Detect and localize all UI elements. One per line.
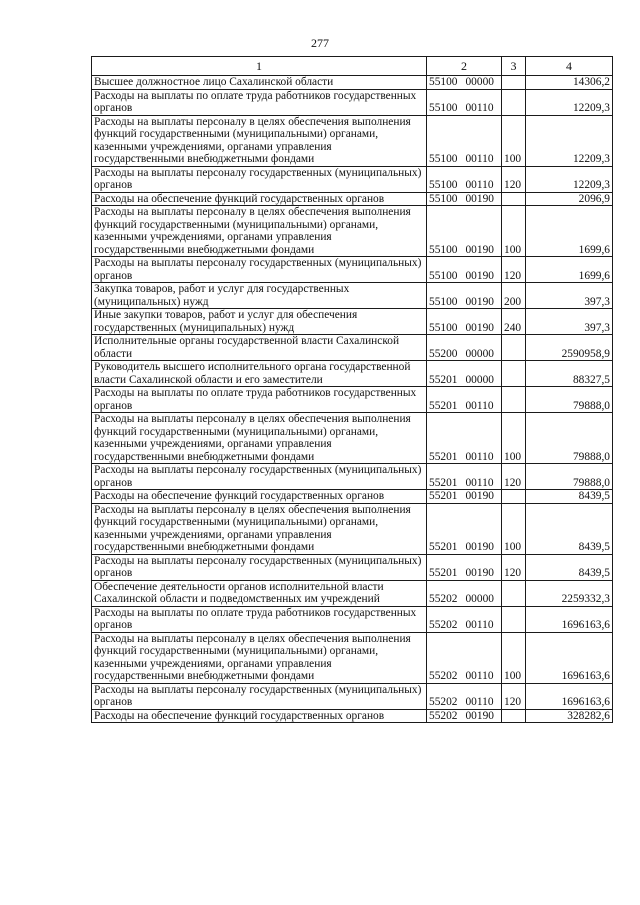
- row-code-direction: 00190: [465, 490, 494, 502]
- row-amount: 397,3: [526, 283, 613, 309]
- row-expense-type: 120: [502, 554, 526, 580]
- row-name: Расходы на выплаты персоналу в целях обеспечения выполнения функций государственными (муниципальными) органами, казенными учреждениями, органами управления государственными внебюджетными фондами: [92, 632, 427, 683]
- row-code-direction: 00000: [465, 593, 494, 605]
- row-code: [427, 464, 502, 490]
- row-amount: 2096,9: [526, 192, 613, 206]
- row-code-program: 55100: [429, 321, 458, 334]
- row-code: [427, 76, 502, 90]
- row-name: Расходы на выплаты персоналу государственных (муниципальных) органов: [92, 257, 427, 283]
- row-name: Расходы на выплаты персоналу государственных (муниципальных) органов: [92, 166, 427, 192]
- row-code-program: 55201: [429, 490, 458, 502]
- row-name: Руководитель высшего исполнительного органа государственной власти Сахалинской области и его заместители: [92, 361, 427, 387]
- row-amount: 88327,5: [526, 361, 613, 387]
- row-code-direction: 00190: [465, 243, 494, 256]
- row-code-program: 55201: [429, 373, 458, 386]
- row-name: Обеспечение деятельности органов исполнительной власти Сахалинской области и подведомственных им учреждений: [92, 580, 427, 606]
- row-code-program: 55202: [429, 696, 458, 708]
- row-code: [427, 115, 502, 166]
- row-code-program: 55100: [429, 179, 458, 191]
- row-code: [427, 490, 502, 504]
- row-name: Расходы на выплаты по оплате труда работников государственных органов: [92, 89, 427, 115]
- row-code-direction: 00110: [465, 476, 494, 489]
- row-code-direction: 00190: [465, 321, 494, 334]
- row-expense-type: 100: [502, 413, 526, 464]
- row-amount: 1696163,6: [526, 683, 613, 709]
- row-code-direction: 00190: [465, 295, 494, 308]
- row-code-direction: 00110: [465, 179, 494, 191]
- row-code: [427, 580, 502, 606]
- table-row: [92, 309, 613, 335]
- row-code-direction: 00190: [465, 709, 494, 722]
- row-name: Расходы на обеспечение функций государственных органов: [92, 490, 427, 504]
- row-expense-type: [502, 580, 526, 606]
- row-name: Расходы на выплаты персоналу в целях обеспечения выполнения функций государственными (муниципальными) органами, казенными учреждениями, органами управления государственными внебюджетными фондами: [92, 206, 427, 257]
- row-amount: 12209,3: [526, 89, 613, 115]
- row-name: Расходы на выплаты персоналу государственных (муниципальных) органов: [92, 554, 427, 580]
- table-row: [92, 464, 613, 490]
- row-code-direction: 00110: [465, 450, 494, 463]
- table-row: [92, 115, 613, 166]
- row-expense-type: 100: [502, 503, 526, 554]
- row-expense-type: 240: [502, 309, 526, 335]
- row-expense-type: [502, 361, 526, 387]
- table-row: [92, 606, 613, 632]
- row-code-program: 55202: [429, 593, 458, 605]
- row-code-program: 55100: [429, 269, 458, 282]
- row-code: [427, 632, 502, 683]
- table-row: [92, 387, 613, 413]
- row-code-direction: 00110: [465, 102, 494, 114]
- row-amount: 12209,3: [526, 166, 613, 192]
- column-header-amount: 4: [526, 57, 613, 76]
- row-code: [427, 309, 502, 335]
- row-code-program: 55201: [429, 567, 458, 579]
- column-header-code: 2: [427, 57, 502, 76]
- row-amount: 397,3: [526, 309, 613, 335]
- row-code: [427, 206, 502, 257]
- row-code: [427, 683, 502, 709]
- row-expense-type: [502, 89, 526, 115]
- row-code-direction: 00110: [465, 619, 494, 631]
- table-row: [92, 361, 613, 387]
- row-name: Высшее должностное лицо Сахалинской области: [92, 76, 427, 90]
- column-header-name: 1: [92, 57, 427, 76]
- row-amount: 1699,6: [526, 257, 613, 283]
- row-amount: 8439,5: [526, 503, 613, 554]
- row-code: [427, 503, 502, 554]
- row-code-program: 55100: [429, 243, 458, 256]
- row-code: [427, 606, 502, 632]
- row-code: [427, 89, 502, 115]
- row-code-direction: 00110: [465, 670, 494, 682]
- row-expense-type: 100: [502, 206, 526, 257]
- row-amount: 79888,0: [526, 387, 613, 413]
- row-amount: 79888,0: [526, 464, 613, 490]
- row-code-direction: 00110: [465, 153, 494, 165]
- row-code-program: 55202: [429, 709, 458, 722]
- row-expense-type: [502, 490, 526, 504]
- row-amount: 12209,3: [526, 115, 613, 166]
- row-amount: 1699,6: [526, 206, 613, 257]
- row-expense-type: 120: [502, 166, 526, 192]
- row-name: Расходы на выплаты персоналу государственных (муниципальных) органов: [92, 464, 427, 490]
- row-amount: 79888,0: [526, 413, 613, 464]
- table-row: [92, 192, 613, 206]
- table-row: [92, 257, 613, 283]
- row-code-program: 55100: [429, 102, 458, 114]
- table-row: [92, 76, 613, 90]
- table-row: [92, 206, 613, 257]
- row-code-direction: 00000: [465, 373, 494, 386]
- row-name: Расходы на выплаты персоналу в целях обеспечения выполнения функций государственными (муниципальными) органами, казенными учреждениями, органами управления государственными внебюджетными фондами: [92, 503, 427, 554]
- table-row: [92, 632, 613, 683]
- row-code-direction: 00190: [465, 192, 494, 205]
- row-amount: 2590958,9: [526, 335, 613, 361]
- row-name: Закупка товаров, работ и услуг для государственных (муниципальных) нужд: [92, 283, 427, 309]
- row-amount: 1696163,6: [526, 606, 613, 632]
- row-code-program: 55100: [429, 76, 458, 88]
- row-name: Расходы на выплаты по оплате труда работников государственных органов: [92, 606, 427, 632]
- table-header-row: [92, 57, 613, 76]
- row-code-program: 55201: [429, 399, 458, 412]
- page-number: 277: [311, 36, 329, 50]
- row-amount: 2259332,3: [526, 580, 613, 606]
- row-code: [427, 192, 502, 206]
- row-code-program: 55201: [429, 476, 458, 489]
- row-code: [427, 257, 502, 283]
- table-row: [92, 89, 613, 115]
- table-row: [92, 554, 613, 580]
- table-row: [92, 683, 613, 709]
- budget-table: [91, 56, 613, 723]
- row-code-direction: 00190: [465, 269, 494, 282]
- row-amount: 1696163,6: [526, 632, 613, 683]
- row-code-direction: 00190: [465, 567, 494, 579]
- row-expense-type: [502, 335, 526, 361]
- row-name: Расходы на обеспечение функций государственных органов: [92, 192, 427, 206]
- row-amount: 8439,5: [526, 554, 613, 580]
- table-row: [92, 580, 613, 606]
- row-code-program: 55202: [429, 619, 458, 631]
- row-code-program: 55100: [429, 153, 458, 165]
- row-code-direction: 00110: [465, 696, 494, 708]
- table-row: [92, 413, 613, 464]
- row-expense-type: 120: [502, 257, 526, 283]
- row-name: Расходы на обеспечение функций государственных органов: [92, 709, 427, 723]
- row-code: [427, 709, 502, 723]
- row-expense-type: [502, 76, 526, 90]
- row-code-program: 55100: [429, 192, 458, 205]
- row-code-program: 55100: [429, 295, 458, 308]
- row-code: [427, 166, 502, 192]
- table-row: [92, 490, 613, 504]
- row-name: Исполнительные органы государственной власти Сахалинской области: [92, 335, 427, 361]
- row-amount: 14306,2: [526, 76, 613, 90]
- row-code: [427, 554, 502, 580]
- row-name: Расходы на выплаты персоналу в целях обеспечения выполнения функций государственными (муниципальными) органами, казенными учреждениями, органами управления государственными внебюджетными фондами: [92, 413, 427, 464]
- row-code-program: 55200: [429, 347, 458, 360]
- row-code-program: 55201: [429, 450, 458, 463]
- row-code: [427, 283, 502, 309]
- table-body: [92, 57, 613, 723]
- row-code-program: 55201: [429, 541, 458, 553]
- row-expense-type: [502, 606, 526, 632]
- row-expense-type: 120: [502, 683, 526, 709]
- row-code-direction: 00110: [465, 399, 494, 412]
- row-name: Расходы на выплаты по оплате труда работников государственных органов: [92, 387, 427, 413]
- table-row: [92, 709, 613, 723]
- row-expense-type: [502, 709, 526, 723]
- table-row: [92, 283, 613, 309]
- row-expense-type: 200: [502, 283, 526, 309]
- row-code: [427, 361, 502, 387]
- row-amount: 8439,5: [526, 490, 613, 504]
- table-row: [92, 503, 613, 554]
- row-code-direction: 00190: [465, 541, 494, 553]
- column-header-type: 3: [502, 57, 526, 76]
- row-name: Расходы на выплаты персоналу государственных (муниципальных) органов: [92, 683, 427, 709]
- row-code: [427, 413, 502, 464]
- row-expense-type: 100: [502, 632, 526, 683]
- row-code-direction: 00000: [465, 76, 494, 88]
- row-expense-type: 120: [502, 464, 526, 490]
- row-name: Расходы на выплаты персоналу в целях обеспечения выполнения функций государственными (муниципальными) органами, казенными учреждениями, органами управления государственными внебюджетными фондами: [92, 115, 427, 166]
- row-code: [427, 387, 502, 413]
- row-expense-type: [502, 192, 526, 206]
- row-code-program: 55202: [429, 670, 458, 682]
- row-code-direction: 00000: [465, 347, 494, 360]
- table-row: [92, 335, 613, 361]
- table-row: [92, 166, 613, 192]
- row-amount: 328282,6: [526, 709, 613, 723]
- row-expense-type: [502, 387, 526, 413]
- row-expense-type: 100: [502, 115, 526, 166]
- row-name: Иные закупки товаров, работ и услуг для обеспечения государственных (муниципальных) нужд: [92, 309, 427, 335]
- row-code: [427, 335, 502, 361]
